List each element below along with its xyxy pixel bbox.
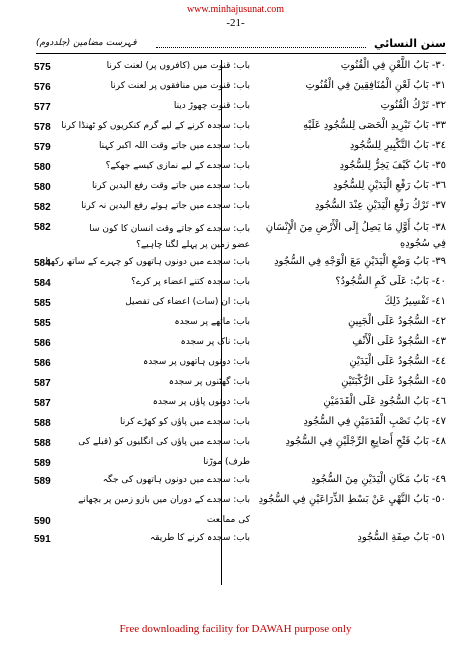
toc-page-number: 576	[34, 82, 51, 93]
toc-urdu-title: باب: سجدے کے لیے نمازی کیسے جھکے؟	[105, 161, 250, 171]
toc-row[interactable]	[34, 218, 446, 254]
site-url-link[interactable]: www.minhajusunat.com	[186, 4, 285, 15]
toc-row[interactable]	[34, 394, 446, 414]
toc-page-number: 585	[34, 318, 51, 329]
toc-urdu-title: باب: سجدہ کرنے کا طریقہ	[149, 533, 250, 543]
toc-arabic-title: ٣٤- بَابُ التَّكْبِيرِ لِلسُّجُودِ	[349, 140, 446, 151]
page-number: -21-	[226, 17, 245, 29]
toc-urdu-title: باب: گھٹنوں پر سجدہ	[168, 377, 250, 387]
toc-page-number: 579	[34, 142, 51, 153]
toc-arabic-title: ٣١- بَابُ لَعْنِ الْمُنَافِقِينَ فِي الْقُنُوتِ	[305, 80, 446, 91]
toc-arabic-title: ٤٤- السُّجُودُ عَلَى الْيَدَيْنِ	[349, 356, 446, 367]
toc-page-number: 590	[34, 516, 51, 527]
toc-arabic-title: ٤١- تَفْسِيرُ ذَلِكَ	[384, 296, 446, 307]
toc-row[interactable]	[34, 274, 446, 294]
toc-page-number: 587	[34, 378, 51, 389]
toc-arabic-title: ٤٩- بَابُ مَكَانِ الْيَدَيْنِ مِنَ السُّجُودِ	[311, 474, 446, 485]
toc-page-number: 586	[34, 338, 51, 349]
footer-note: Free downloading facility for DAWAH purpose only	[119, 623, 352, 635]
toc-urdu-title: باب: ان (سات) اعضاء کی تفصیل	[125, 297, 250, 307]
toc-urdu-title: باب: سجدے میں دونوں ہاتھوں کو چہرے کے ساتھ رکھنا	[45, 257, 250, 267]
toc-page-number: 588	[34, 418, 51, 429]
toc-urdu-title: باب: سجدے میں پاؤں کی انگلیوں کو (قبلے کی	[78, 437, 250, 447]
toc-arabic-title: ٣٩- بَابُ وَضْعِ الْيَدَيْنِ مَعَ الْوَجْهِ فِي السُّجُودِ	[274, 256, 446, 267]
toc-urdu-title: باب: سجدے میں جاتے وقت اللہ اکبر کہنا	[98, 141, 250, 151]
toc-page-number: 586	[34, 358, 51, 369]
toc-page-number: 577	[34, 102, 51, 113]
toc-page-number: 580	[34, 182, 51, 193]
toc-page-number: 582	[34, 222, 51, 233]
toc-urdu-title: کی ممانعت	[206, 515, 250, 525]
toc-urdu-title: باب: سجدے میں جاتے وقت رفع الیدین کرنا	[91, 181, 250, 191]
toc-urdu-title: باب: سجدے کو جاتے وقت انسان کا کون سا عضو زمین پر پہلے لگنا چاہیے؟	[89, 224, 250, 250]
toc-row[interactable]	[34, 334, 446, 354]
toc-row[interactable]	[34, 158, 446, 178]
toc-row[interactable]	[34, 512, 446, 530]
toc-row[interactable]	[34, 472, 446, 492]
toc-row[interactable]	[34, 178, 446, 198]
toc-row[interactable]	[34, 294, 446, 314]
toc-page-number: 589	[34, 458, 51, 469]
toc-urdu-title: باب: سجدے میں دونوں ہاتھوں کی جگہ	[102, 475, 250, 485]
toc-urdu-title: باب: ماتھے پر سجدہ	[174, 317, 250, 327]
toc-row[interactable]	[34, 530, 446, 550]
toc-urdu-title: باب: سجدے میں پاؤں کو کھڑے کرنا	[120, 417, 250, 427]
table-of-contents	[34, 58, 446, 550]
toc-arabic-title: ٤٦- بَابُ السُّجُودِ عَلَى الْقَدَمَيْنِ	[323, 396, 446, 407]
toc-page-number: 591	[34, 534, 51, 545]
toc-arabic-title: ٥١- بَابُ صِفَةِ السُّجُودِ	[357, 532, 446, 543]
toc-row[interactable]	[34, 198, 446, 218]
running-header	[36, 35, 446, 54]
toc-urdu-title: باب: دونوں پاؤں پر سجدہ	[152, 397, 250, 407]
toc-page-number: 585	[34, 298, 51, 309]
toc-row[interactable]	[34, 58, 446, 78]
section-label: فہرست مضامین (جلددوم)	[36, 38, 137, 48]
toc-arabic-title: ٥٠- بَابُ النَّهْيِ عَنْ بَسْطِ الذِّرَاعَيْنِ فِي السُّجُودِ	[258, 494, 446, 505]
book-title: سنن النسائي	[373, 37, 446, 50]
toc-row[interactable]	[34, 138, 446, 158]
toc-page-number: 578	[34, 122, 51, 133]
toc-row[interactable]	[34, 454, 446, 472]
toc-arabic-title: ٣٣- بَابُ تَبْرِيدِ الْحَصَى لِلسُّجُودِ عَلَيْهِ	[303, 120, 446, 131]
toc-arabic-title: ٣٧- تَرْكُ رَفْعِ الْيَدَيْنِ عِنْدَ السُّجُودِ	[314, 200, 446, 211]
toc-urdu-title: باب: ناک پر سجدہ	[180, 337, 250, 347]
toc-arabic-title: ٣٠- بَابُ اللَّعْنِ فِي الْقُنُوتِ	[340, 60, 446, 71]
toc-row[interactable]	[34, 492, 446, 512]
toc-row[interactable]	[34, 118, 446, 138]
toc-page-number: 584	[34, 258, 51, 269]
toc-urdu-title: باب: سجدے میں جاتے ہوئے رفع الیدین نہ کرنا	[81, 201, 250, 211]
toc-page-number: 582	[34, 202, 51, 213]
toc-page-number: 587	[34, 398, 51, 409]
toc-page-number: 575	[34, 62, 51, 73]
header-dot-leader	[156, 47, 366, 48]
toc-row[interactable]	[34, 314, 446, 334]
toc-arabic-title: ٣٥- بَابُ كَيْفَ يَخِرُّ لِلسُّجُودِ	[339, 160, 446, 171]
toc-row[interactable]	[34, 354, 446, 374]
toc-row[interactable]	[34, 374, 446, 394]
toc-row[interactable]	[34, 78, 446, 98]
toc-arabic-title: ٣٢- تَرْكُ الْقُنُوتِ	[380, 100, 446, 111]
toc-row[interactable]	[34, 254, 446, 274]
toc-row[interactable]	[34, 98, 446, 118]
toc-urdu-title: طرف) موڑنا	[203, 457, 250, 467]
toc-urdu-title: باب: سجدے کے دوران میں بازو زمین پر بچھانے	[78, 495, 250, 505]
toc-arabic-title: ٤٢- السُّجُودُ عَلَى الْجَبِينِ	[347, 316, 446, 327]
toc-urdu-title: باب: قنوت چھوڑ دینا	[173, 101, 250, 111]
toc-arabic-title: ٤٣- السُّجُودُ عَلَى الْأَنْفِ	[352, 336, 446, 347]
toc-urdu-title: باب: قنوت میں (کافروں پر) لعنت کرنا	[106, 61, 250, 71]
toc-urdu-title: باب: سجدہ کرنے کے لیے گرم کنکریوں کو ٹھنڈا کرنا	[61, 121, 250, 131]
toc-row[interactable]	[34, 414, 446, 434]
toc-arabic-title: ٤٧- بَابُ نَصْبِ الْقَدَمَيْنِ فِي السُّجُودِ	[303, 416, 446, 427]
toc-row[interactable]	[34, 434, 446, 454]
toc-page-number: 589	[34, 476, 51, 487]
toc-page-number: 584	[34, 278, 51, 289]
toc-arabic-title: ٣٦- بَابُ رَفْعِ الْيَدَيْنِ لِلسُّجُودِ	[333, 180, 446, 191]
toc-urdu-title: باب: قنوت میں منافقوں پر لعنت کرنا	[110, 81, 250, 91]
toc-arabic-title: ٤٠- بَابٌ: عَلَى كَمِ السُّجُودُ؟	[335, 276, 446, 287]
toc-arabic-title: ٣٨- بَابُ أَوَّلِ مَا يَصِلُ إِلَى الْأَرْضِ مِنَ الْإِنْسَانِ فِي سُجُودِهِ	[265, 222, 446, 249]
toc-arabic-title: ٤٥- السُّجُودُ عَلَى الرُّكْبَتَيْنِ	[341, 376, 446, 387]
toc-urdu-title: باب: سجدہ کتنے اعضاء پر کرے؟	[131, 277, 250, 287]
toc-page-number: 580	[34, 162, 51, 173]
toc-urdu-title: باب: دونوں ہاتھوں پر سجدہ	[142, 357, 250, 367]
toc-page-number: 588	[34, 438, 51, 449]
toc-arabic-title: ٤٨- بَابُ فَتْحِ أَصَابِعِ الرِّجْلَيْنِ فِي السُّجُودِ	[285, 436, 446, 447]
